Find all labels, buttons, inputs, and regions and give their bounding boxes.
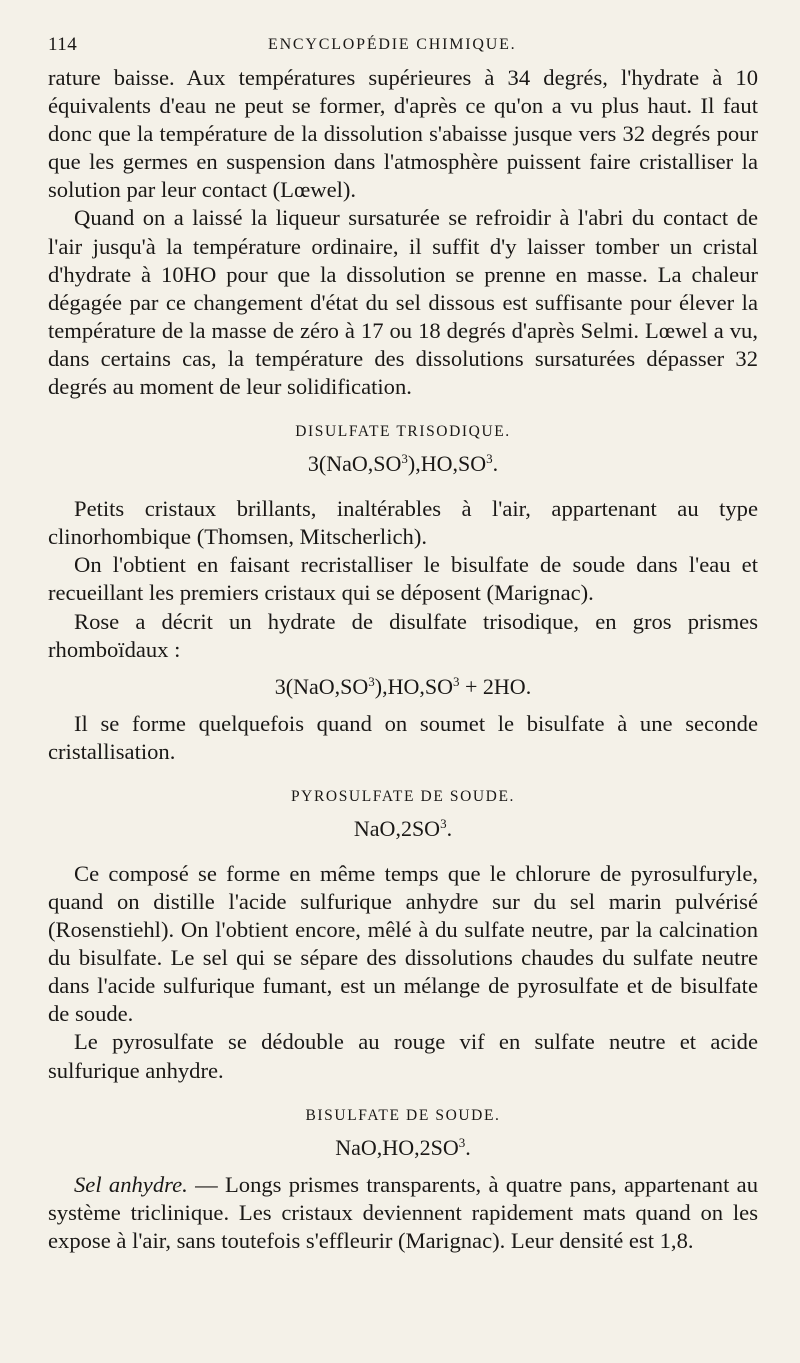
section-title-bisulfate: BISULFATE DE SOUDE. xyxy=(305,1106,501,1124)
paragraph-second-crystallisation: Il se forme quelquefois quand on soumet le bisulfate à une seconde cristallisation. xyxy=(48,710,758,764)
paragraph-anhydrous-salt xyxy=(48,1171,758,1255)
page-header xyxy=(48,30,758,60)
formula-disulfate-hydrate: $3(NaO,SO^3),HO,SO^3 + 2HO$. xyxy=(274,673,532,699)
section-title-pyrosulfate: PYROSULFATE DE SOUDE. xyxy=(290,787,516,805)
paragraph-rose-hydrate: Rose a décrit un hydrate de disulfate trisodique, en gros prismes rhomboïdaux : xyxy=(48,608,758,662)
paragraph-supersaturation: Quand on a laissé la liqueur sursaturée se refroidir à l'abri du contact de l'air jusqu'à la température ordinaire, il suffit d'y laisser tomber un cristal d'hydrate à 10HO pour que la dissolution se prenne en masse. La chaleur dégagée par ce changement d'état du sel dissous est suffisante pour élever la température de la masse de zéro à 17 ou 18 degrés d'après Selmi. Lœwel a vu, dans certains cas, la température des dissolutions sursaturées dépasser 32 degrés au moment de leur solidification. xyxy=(48,205,758,400)
paragraph-pyrosulfate-formation: Ce composé se forme en même temps que le chlorure de pyrosulfuryle, quand on distille l'acide sulfurique anhydre sur du sel marin pulvérisé (Rosenstiehl). On l'obtient encore, mêlé à du sulfate neutre, par la calcination du bisulfate. Le sel qui se sépare des dissolutions chaudes du sulfate neutre dans l'acide sulfurique fumant, est un mélange de pyrosulfate et de bisulfate de soude. xyxy=(48,860,758,1027)
paragraph-crystals: Petits cristaux brillants, inaltérables à l'air, appartenant au type clinorhombique (Thomsen, Mitscherlich). xyxy=(48,496,758,550)
anhydrous-salt-label: Sel anhydre. xyxy=(74,1171,188,1197)
paragraph-preparation: On l'obtient en faisant recristalliser le bisulfate de soude dans l'eau et recueillant les premiers cristaux qui se déposent (Marignac). xyxy=(48,552,758,606)
page-number: 114 xyxy=(48,34,78,55)
formula-disulfate: $3(NaO,SO^3),HO,SO^3$. xyxy=(307,451,499,477)
formula-bisulfate: $NaO,HO,2SO^3$. xyxy=(335,1134,471,1160)
page-body xyxy=(48,64,758,1255)
paragraph-pyrosulfate-decomposition: Le pyrosulfate se dédouble au rouge vif en sulfate neutre et acide sulfurique anhydre. xyxy=(48,1029,758,1083)
paragraph-continuation: rature baisse. Aux températures supérieures à 34 degrés, l'hydrate à 10 équivalents d'eau ne peut se former, d'après ce qu'on a vu plus haut. Il faut donc que la température de la dissolution s'abaisse jusque vers 32 degrés pour que les germes en suspension dans l'atmosphère puissent faire cristalliser la solution par leur contact (Lœwel). xyxy=(48,65,758,203)
anhydrous-salt-text: — Longs prismes transparents, à quatre pans, appartenant au système triclinique. Les cristaux deviennent rapidement mats quand on les expose à l'air, sans toutefois s'effleurir (Marignac). Leur densité est 1,8. xyxy=(48,1171,758,1253)
running-title: ENCYCLOPÉDIE CHIMIQUE. xyxy=(268,36,517,53)
formula-pyrosulfate: $NaO,2SO^3$. xyxy=(353,815,453,841)
section-title-disulfate: DISULFATE TRISODIQUE. xyxy=(295,423,511,441)
